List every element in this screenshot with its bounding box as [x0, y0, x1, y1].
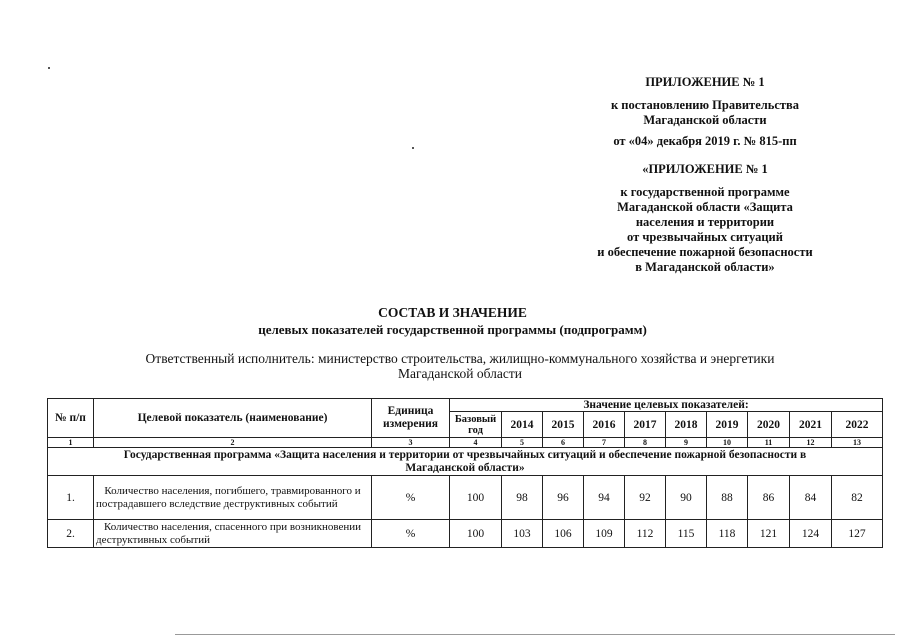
program-appendix-line: и обеспечение пожарной безопасности	[597, 245, 813, 259]
header-row	[48, 399, 883, 412]
column-number: 3	[372, 438, 450, 448]
header-year: 2020	[748, 412, 790, 438]
column-number: 4	[450, 438, 502, 448]
row-value: 106	[543, 520, 584, 548]
program-appendix-line: к государственной программе	[620, 185, 790, 199]
column-number: 12	[790, 438, 832, 448]
row-value: 127	[832, 520, 883, 548]
row-unit: %	[372, 476, 450, 520]
program-appendix-block	[545, 162, 865, 275]
program-appendix-line: Магаданской области «Защита	[617, 200, 793, 214]
section-row	[48, 448, 883, 476]
row-num: 1.	[48, 476, 94, 520]
resolution-appendix-block	[545, 75, 865, 149]
row-value: 84	[790, 476, 832, 520]
section-title: Государственная программа «Защита населения и территории от чрезвычайных ситуаций и обеспечение пожарной безопасности в Магаданской области»	[48, 448, 883, 476]
row-value: 94	[584, 476, 625, 520]
header-year: 2016	[584, 412, 625, 438]
scan-speck	[412, 147, 414, 149]
column-number: 8	[625, 438, 666, 448]
row-unit: %	[372, 520, 450, 548]
column-number: 2	[94, 438, 372, 448]
scan-edge-line	[175, 634, 895, 635]
appendix-line: Магаданской области	[643, 113, 767, 127]
row-value: 100	[450, 476, 502, 520]
row-value: 96	[543, 476, 584, 520]
appendix-line: к постановлению Правительства	[610, 98, 800, 112]
program-appendix-line: населения и территории	[635, 215, 775, 229]
column-numbers-row	[48, 438, 883, 448]
header-year: 2015	[543, 412, 584, 438]
row-indicator: Количество населения, погибшего, травмированного и пострадавшего вследствие деструктивных событий	[94, 476, 372, 520]
row-value: 98	[502, 476, 543, 520]
header-year: 2019	[707, 412, 748, 438]
responsible-line: Магаданской области	[398, 366, 522, 381]
program-appendix-line: в Магаданской области»	[635, 260, 775, 274]
header-unit: Единица измерения	[372, 399, 450, 438]
row-value: 92	[625, 476, 666, 520]
header-values-group: Значение целевых показателей:	[450, 399, 883, 412]
header-num: № п/п	[48, 399, 94, 438]
header-year: Базовый год	[450, 412, 502, 438]
responsible-line: Ответственный исполнитель: министерство строительства, жилищно-коммунального хозяйства и энергетики	[145, 351, 775, 366]
column-number: 11	[748, 438, 790, 448]
row-value: 86	[748, 476, 790, 520]
row-value: 118	[707, 520, 748, 548]
appendix-title: ПРИЛОЖЕНИЕ № 1	[645, 75, 765, 89]
row-num: 2.	[48, 520, 94, 548]
column-number: 10	[707, 438, 748, 448]
row-value: 121	[748, 520, 790, 548]
row-value: 100	[450, 520, 502, 548]
indicators-table	[47, 398, 883, 548]
row-value: 90	[666, 476, 707, 520]
header-indicator: Целевой показатель (наименование)	[94, 399, 372, 438]
column-number: 1	[48, 438, 94, 448]
document-title: СОСТАВ И ЗНАЧЕНИЕ	[378, 305, 527, 320]
responsible-executor	[90, 351, 830, 381]
row-value: 88	[707, 476, 748, 520]
header-year: 2018	[666, 412, 707, 438]
column-number: 6	[543, 438, 584, 448]
column-number: 9	[666, 438, 707, 448]
scan-speck	[48, 67, 50, 69]
row-value: 124	[790, 520, 832, 548]
header-year: 2021	[790, 412, 832, 438]
header-year: 2017	[625, 412, 666, 438]
table-row	[48, 476, 883, 520]
column-number: 5	[502, 438, 543, 448]
row-value: 82	[832, 476, 883, 520]
row-value: 109	[584, 520, 625, 548]
column-number: 13	[832, 438, 883, 448]
row-value: 112	[625, 520, 666, 548]
row-value: 115	[666, 520, 707, 548]
header-year: 2014	[502, 412, 543, 438]
appendix-date: от «04» декабря 2019 г. № 815-пп	[613, 134, 797, 148]
document-subtitle: целевых показателей государственной программы (подпрограмм)	[258, 322, 647, 337]
row-indicator: Количество населения, спасенного при возникновении деструктивных событий	[94, 520, 372, 548]
column-number: 7	[584, 438, 625, 448]
program-appendix-title: «ПРИЛОЖЕНИЕ № 1	[642, 162, 768, 176]
table-row	[48, 520, 883, 548]
header-year: 2022	[832, 412, 883, 438]
row-value: 103	[502, 520, 543, 548]
program-appendix-line: от чрезвычайных ситуаций	[627, 230, 783, 244]
